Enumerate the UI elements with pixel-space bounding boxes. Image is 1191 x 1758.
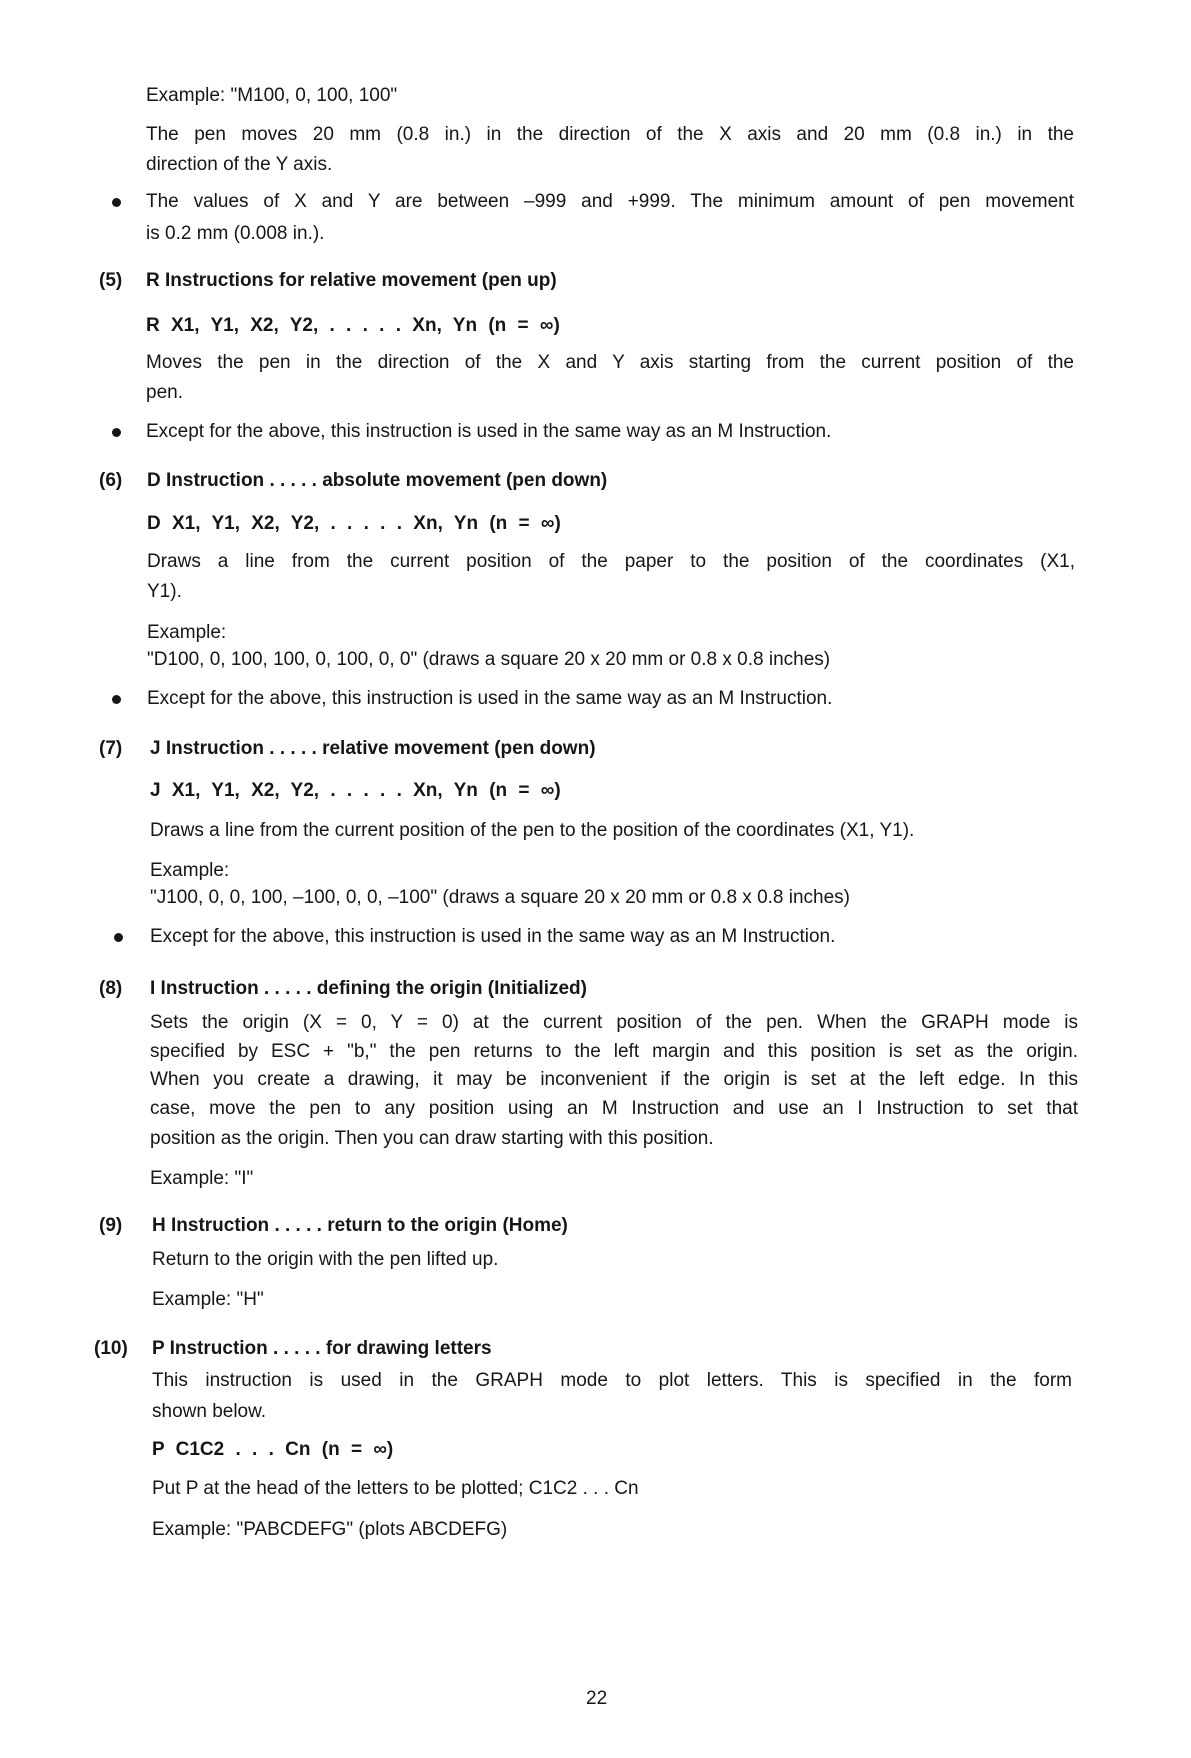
para-line: pen.	[146, 382, 183, 403]
example-text: Example: "H"	[152, 1289, 264, 1310]
para-line: Moves the pen in the direction of the X and Y axis starting from the current position of the	[146, 352, 1074, 373]
section-number: (10)	[94, 1338, 128, 1359]
section-number: (9)	[99, 1215, 123, 1236]
syntax: J X1, Y1, X2, Y2, . . . . . Xn, Yn (n = ∞)	[150, 780, 561, 801]
para-text: Return to the origin with the pen lifted up.	[152, 1249, 499, 1270]
example-text: "J100, 0, 0, 100, –100, 0, 0, –100" (draws a square 20 x 20 mm or 0.8 x 0.8 inches)	[150, 887, 851, 908]
para-line: shown below.	[152, 1401, 267, 1422]
section-title: J Instruction . . . . . relative movement (pen down)	[150, 738, 596, 759]
para-line: specified by ESC + "b," the pen returns to the left margin and this position is set as the origin.	[150, 1041, 1078, 1062]
m-bullet-line: is 0.2 mm (0.008 in.).	[146, 223, 325, 244]
bullet-text: Except for the above, this instruction is used in the same way as an M Instruction.	[147, 688, 833, 709]
bullet-icon	[112, 198, 121, 207]
m-para-line: The pen moves 20 mm (0.8 in.) in the direction of the X axis and 20 mm (0.8 in.) in the	[146, 124, 1074, 145]
para-line: Draws a line from the current position of the paper to the position of the coordinates (X1,	[147, 551, 1075, 572]
example-label: Example:	[147, 622, 227, 643]
para-line: Sets the origin (X = 0, Y = 0) at the current position of the pen. When the GRAPH mode is	[150, 1012, 1078, 1033]
section-number: (5)	[99, 270, 123, 291]
syntax: R X1, Y1, X2, Y2, . . . . . Xn, Yn (n = ∞)	[146, 315, 560, 336]
para-line: This instruction is used in the GRAPH mode to plot letters. This is specified in the form	[152, 1370, 1072, 1391]
para-line: case, move the pen to any position using an M Instruction and use an I Instruction to set that	[150, 1098, 1078, 1119]
example-text: Example: "PABCDEFG" (plots ABCDEFG)	[152, 1519, 508, 1540]
bullet-text: Except for the above, this instruction is used in the same way as an M Instruction.	[146, 421, 832, 442]
bullet-icon	[114, 933, 123, 942]
section-title: H Instruction . . . . . return to the origin (Home)	[152, 1215, 568, 1236]
m-bullet-line: The values of X and Y are between –999 and +999. The minimum amount of pen movement	[146, 191, 1074, 212]
example-text: Example: "I"	[150, 1168, 254, 1189]
syntax: D X1, Y1, X2, Y2, . . . . . Xn, Yn (n = ∞)	[147, 513, 561, 534]
m-para-line: direction of the Y axis.	[146, 154, 333, 175]
bullet-icon	[112, 428, 121, 437]
section-number: (7)	[99, 738, 123, 759]
para-text: Draws a line from the current position of the pen to the position of the coordinates (X1, Y1).	[150, 820, 915, 841]
section-title: I Instruction . . . . . defining the origin (Initialized)	[150, 978, 587, 999]
section-title: P Instruction . . . . . for drawing letters	[152, 1338, 492, 1359]
bullet-icon	[112, 695, 121, 704]
para-line: Y1).	[147, 581, 182, 602]
example-label: Example:	[150, 860, 230, 881]
m-example: Example: "M100, 0, 100, 100"	[146, 85, 398, 106]
section-number: (8)	[99, 978, 123, 999]
section-title: D Instruction . . . . . absolute movement (pen down)	[147, 470, 608, 491]
put-text: Put P at the head of the letters to be plotted; C1C2 . . . Cn	[152, 1478, 639, 1499]
syntax: P C1C2 . . . Cn (n = ∞)	[152, 1439, 394, 1460]
example-text: "D100, 0, 100, 100, 0, 100, 0, 0" (draws a square 20 x 20 mm or 0.8 x 0.8 inches)	[147, 649, 831, 670]
para-line: When you create a drawing, it may be inconvenient if the origin is set at the left edge. In this	[150, 1069, 1078, 1090]
bullet-text: Except for the above, this instruction is used in the same way as an M Instruction.	[150, 926, 836, 947]
section-title: R Instructions for relative movement (pen up)	[146, 270, 557, 291]
page-number: 22	[586, 1688, 608, 1709]
para-line: position as the origin. Then you can draw starting with this position.	[150, 1128, 714, 1149]
section-number: (6)	[99, 470, 123, 491]
